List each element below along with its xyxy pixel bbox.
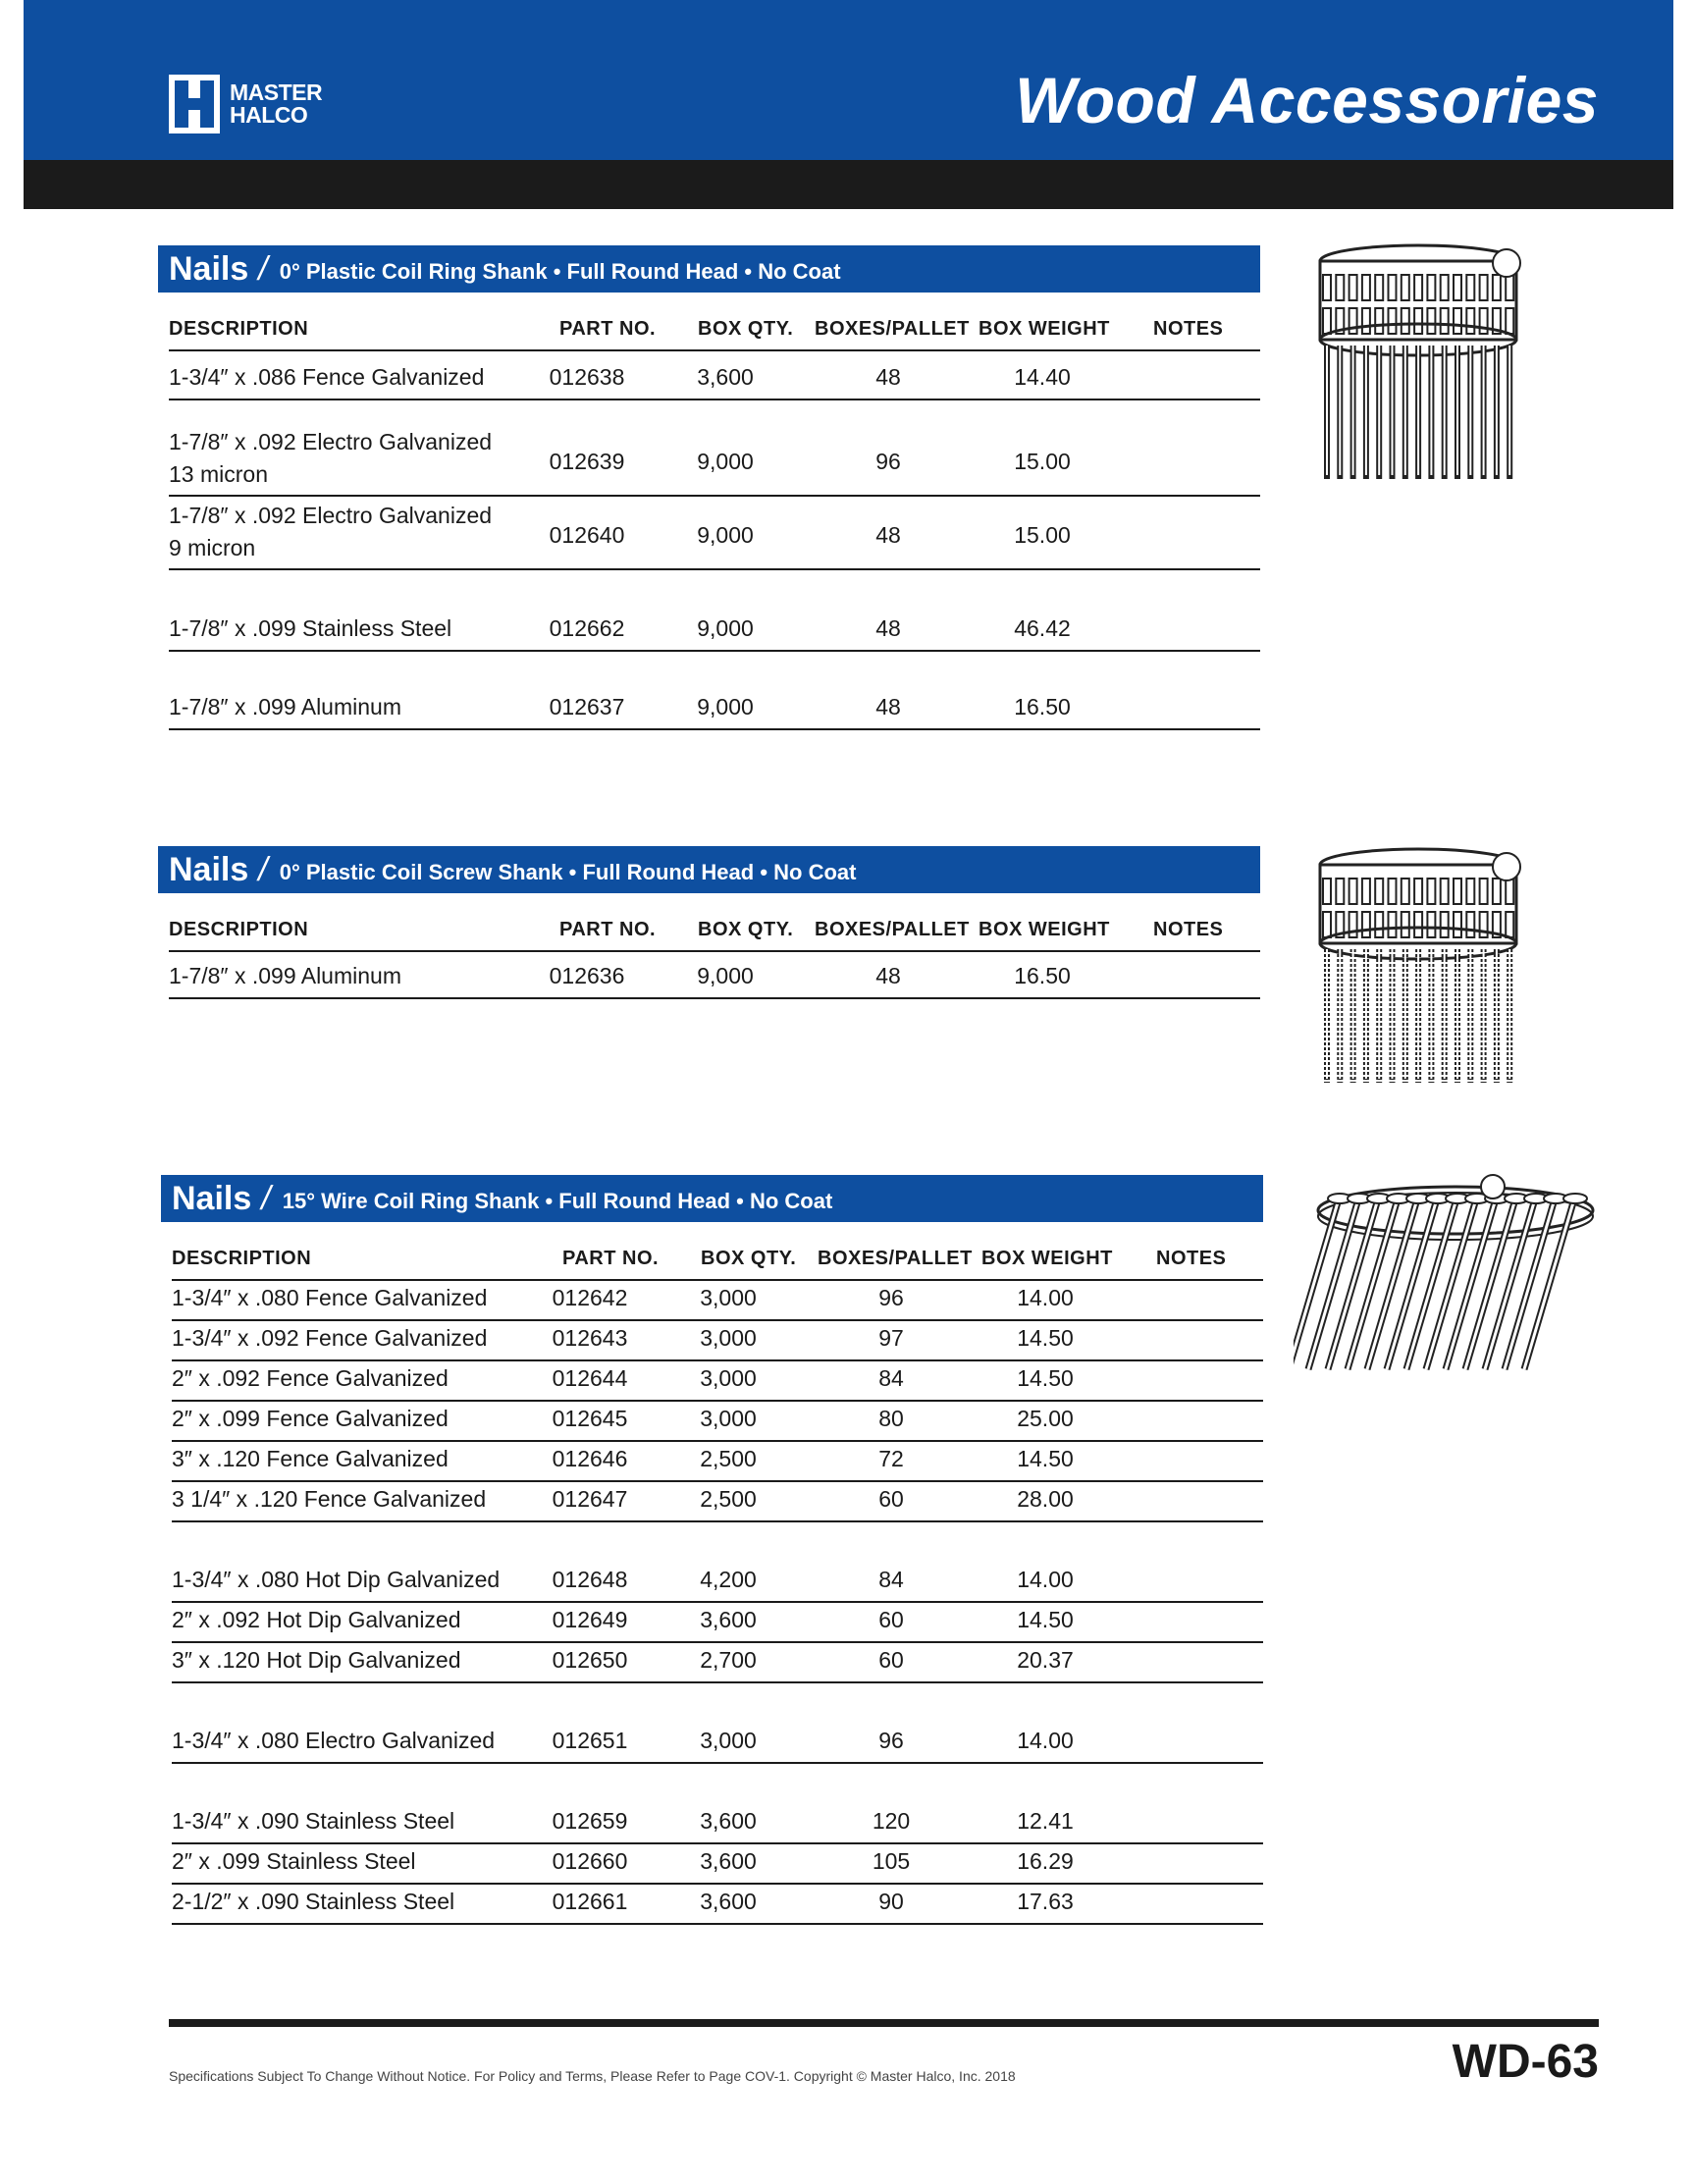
header-boxes-pallet: BOXES/PALLET [818, 1248, 973, 1269]
row-boxes-pallet: 60 [878, 1607, 904, 1632]
logo-line-1: MASTER [230, 80, 323, 105]
row-description [169, 500, 492, 564]
logo-line-2: HALCO [230, 102, 308, 128]
row-box-weight: 14.50 [1017, 1365, 1074, 1391]
row-boxes-pallet: 48 [875, 364, 901, 390]
logo-h-icon [169, 75, 220, 133]
row-part-no: 012639 [549, 449, 625, 474]
row-description: 2″ x .092 Fence Galvanized [172, 1365, 449, 1391]
header-description: DESCRIPTION [169, 919, 309, 940]
table-row [172, 1643, 1263, 1683]
footer-rule [169, 2019, 1599, 2027]
row-description: 1-3/4″ x .080 Hot Dip Galvanized [172, 1567, 501, 1592]
table-row [172, 1603, 1263, 1643]
row-part-no: 012661 [552, 1889, 628, 1914]
table-row [169, 497, 1260, 570]
row-description: 2″ x .099 Stainless Steel [172, 1848, 416, 1874]
row-boxes-pallet: 120 [872, 1808, 911, 1834]
header-part-no: PART NO. [559, 318, 657, 340]
row-box-weight: 14.40 [1014, 364, 1071, 390]
section-subtitle: 0° Plastic Coil Ring Shank • Full Round Head • No Coat [279, 259, 841, 284]
row-description: 1-7/8″ x .099 Stainless Steel [169, 615, 452, 641]
header-description: DESCRIPTION [172, 1248, 312, 1269]
row-description: 1-7/8″ x .099 Aluminum [169, 963, 401, 988]
row-description: 3″ x .120 Fence Galvanized [172, 1446, 449, 1471]
table-row [169, 952, 1260, 999]
description-line-1: 1-7/8″ x .092 Electro Galvanized [169, 429, 493, 454]
row-box-qty: 9,000 [697, 522, 754, 548]
row-boxes-pallet: 60 [878, 1647, 904, 1673]
row-part-no: 012640 [549, 522, 625, 548]
row-boxes-pallet: 80 [878, 1406, 904, 1431]
row-description: 3 1/4″ x .120 Fence Galvanized [172, 1486, 487, 1512]
table-row [172, 1522, 1263, 1603]
table-row [172, 1402, 1263, 1442]
description-line-2: 9 micron [169, 535, 256, 560]
row-box-weight: 28.00 [1017, 1486, 1074, 1512]
row-part-no: 012636 [549, 963, 625, 988]
row-box-qty: 3,000 [700, 1728, 757, 1753]
row-box-qty: 3,000 [700, 1285, 757, 1310]
row-box-weight: 14.50 [1017, 1325, 1074, 1351]
header-part-no: PART NO. [559, 919, 657, 940]
section-title: Nails [169, 249, 249, 288]
table-row [169, 351, 1260, 400]
row-description: 2″ x .092 Hot Dip Galvanized [172, 1607, 461, 1632]
header-box-qty: BOX QTY. [698, 919, 794, 940]
row-box-qty: 2,500 [700, 1486, 757, 1512]
row-part-no: 012644 [552, 1365, 628, 1391]
row-description: 3″ x .120 Hot Dip Galvanized [172, 1647, 461, 1673]
row-part-no: 012645 [552, 1406, 628, 1431]
description-line-2: 13 micron [169, 461, 268, 487]
row-boxes-pallet: 96 [875, 449, 901, 474]
header-part-no: PART NO. [562, 1248, 660, 1269]
row-box-weight: 46.42 [1014, 615, 1071, 641]
row-boxes-pallet: 90 [878, 1889, 904, 1914]
table-row [172, 1361, 1263, 1402]
row-part-no: 012637 [549, 694, 625, 719]
spec-table-3 [172, 1234, 1263, 1925]
row-box-qty: 4,200 [700, 1567, 757, 1592]
row-description: 1-3/4″ x .080 Fence Galvanized [172, 1285, 488, 1310]
section-divider: / [261, 1179, 271, 1217]
row-box-weight: 20.37 [1017, 1647, 1074, 1673]
plastic-coil-screw-shank-nails-illustration [1305, 839, 1531, 1099]
row-box-weight: 17.63 [1017, 1889, 1074, 1914]
row-box-weight: 14.00 [1017, 1728, 1074, 1753]
row-description: 1-7/8″ x .099 Aluminum [169, 694, 401, 719]
row-part-no: 012638 [549, 364, 625, 390]
row-description: 2″ x .099 Fence Galvanized [172, 1406, 449, 1431]
section-subtitle: 0° Plastic Coil Screw Shank • Full Round Head • No Coat [279, 860, 857, 884]
row-boxes-pallet: 60 [878, 1486, 904, 1512]
table-row [169, 400, 1260, 497]
row-box-qty: 2,700 [700, 1647, 757, 1673]
header-boxes-pallet: BOXES/PALLET [815, 318, 970, 340]
section-header-3 [161, 1175, 1263, 1222]
row-box-weight: 14.00 [1017, 1285, 1074, 1310]
row-box-qty: 3,600 [700, 1808, 757, 1834]
row-description: 1-3/4″ x .080 Electro Galvanized [172, 1728, 496, 1753]
row-box-weight: 14.50 [1017, 1607, 1074, 1632]
header-box-weight: BOX WEIGHT [979, 318, 1110, 340]
row-boxes-pallet: 48 [875, 522, 901, 548]
row-part-no: 012660 [552, 1848, 628, 1874]
row-part-no: 012647 [552, 1486, 628, 1512]
row-description: 2-1/2″ x .090 Stainless Steel [172, 1889, 455, 1914]
table-row [172, 1683, 1263, 1764]
table-header [169, 905, 1260, 952]
row-boxes-pallet: 97 [878, 1325, 904, 1351]
header-box-qty: BOX QTY. [701, 1248, 797, 1269]
row-boxes-pallet: 84 [878, 1365, 904, 1391]
row-part-no: 012649 [552, 1607, 628, 1632]
row-part-no: 012651 [552, 1728, 628, 1753]
row-part-no: 012648 [552, 1567, 628, 1592]
header-notes: NOTES [1156, 1248, 1227, 1269]
row-boxes-pallet: 84 [878, 1567, 904, 1592]
master-halco-logo [169, 75, 322, 133]
description-line-1: 1-7/8″ x .092 Electro Galvanized [169, 503, 493, 528]
row-boxes-pallet: 72 [878, 1446, 904, 1471]
table-row [172, 1844, 1263, 1885]
section-header-1 [158, 245, 1260, 293]
footer-note: Specifications Subject To Change Without Notice. For Policy and Terms, Please Refer to Page COV-1. Copyright © Master Halco, Inc. 2018 [169, 2068, 1016, 2084]
row-boxes-pallet: 96 [878, 1285, 904, 1310]
row-part-no: 012650 [552, 1647, 628, 1673]
section-header-2 [158, 846, 1260, 893]
row-part-no: 012643 [552, 1325, 628, 1351]
table-row [172, 1281, 1263, 1321]
row-description [169, 426, 492, 491]
row-box-weight: 14.00 [1017, 1567, 1074, 1592]
wire-coil-ring-shank-nails-illustration [1294, 1173, 1598, 1394]
plastic-coil-ring-shank-nails-illustration [1305, 236, 1531, 496]
row-boxes-pallet: 48 [875, 963, 901, 988]
header-description: DESCRIPTION [169, 318, 309, 340]
row-box-qty: 9,000 [697, 615, 754, 641]
row-part-no: 012646 [552, 1446, 628, 1471]
table-row [169, 652, 1260, 730]
table-row [169, 570, 1260, 652]
table-row [172, 1885, 1263, 1925]
page-title: Wood Accessories [1015, 64, 1599, 136]
table-row [172, 1321, 1263, 1361]
header-boxes-pallet: BOXES/PALLET [815, 919, 970, 940]
table-header [169, 304, 1260, 351]
row-box-weight: 12.41 [1017, 1808, 1074, 1834]
header-notes: NOTES [1153, 318, 1224, 340]
row-boxes-pallet: 48 [875, 615, 901, 641]
row-description: 1-3/4″ x .090 Stainless Steel [172, 1808, 455, 1834]
spec-table-2 [169, 905, 1260, 999]
row-box-qty: 3,000 [700, 1365, 757, 1391]
table-row [172, 1482, 1263, 1522]
row-boxes-pallet: 96 [878, 1728, 904, 1753]
row-part-no: 012662 [549, 615, 625, 641]
row-box-weight: 16.29 [1017, 1848, 1074, 1874]
row-box-qty: 9,000 [697, 963, 754, 988]
row-box-qty: 3,600 [700, 1889, 757, 1914]
row-box-weight: 15.00 [1014, 522, 1071, 548]
row-box-qty: 3,000 [700, 1325, 757, 1351]
row-box-weight: 14.50 [1017, 1446, 1074, 1471]
section-divider: / [258, 249, 268, 288]
row-box-qty: 9,000 [697, 449, 754, 474]
row-part-no: 012642 [552, 1285, 628, 1310]
row-box-qty: 2,500 [700, 1446, 757, 1471]
header-box-weight: BOX WEIGHT [979, 919, 1110, 940]
row-boxes-pallet: 105 [872, 1848, 911, 1874]
row-box-weight: 15.00 [1014, 449, 1071, 474]
row-box-qty: 9,000 [697, 694, 754, 719]
row-part-no: 012659 [552, 1808, 628, 1834]
header-box-weight: BOX WEIGHT [981, 1248, 1113, 1269]
row-box-qty: 3,000 [700, 1406, 757, 1431]
spec-table-1 [169, 304, 1260, 730]
row-box-weight: 25.00 [1017, 1406, 1074, 1431]
row-box-qty: 3,600 [700, 1607, 757, 1632]
section-subtitle: 15° Wire Coil Ring Shank • Full Round Head • No Coat [282, 1189, 833, 1213]
section-title: Nails [172, 1179, 252, 1217]
row-box-weight: 16.50 [1014, 694, 1071, 719]
header-notes: NOTES [1153, 919, 1224, 940]
page-code: WD-63 [1452, 2036, 1599, 2088]
row-boxes-pallet: 48 [875, 694, 901, 719]
header-box-qty: BOX QTY. [698, 318, 794, 340]
row-description: 1-3/4″ x .092 Fence Galvanized [172, 1325, 488, 1351]
table-row [172, 1764, 1263, 1844]
table-row [172, 1442, 1263, 1482]
row-box-qty: 3,600 [700, 1848, 757, 1874]
section-divider: / [258, 850, 268, 888]
row-box-weight: 16.50 [1014, 963, 1071, 988]
section-title: Nails [169, 850, 249, 888]
table-header [172, 1234, 1263, 1281]
header-stripe [24, 160, 1673, 209]
row-box-qty: 3,600 [697, 364, 754, 390]
row-description: 1-3/4″ x .086 Fence Galvanized [169, 364, 485, 390]
